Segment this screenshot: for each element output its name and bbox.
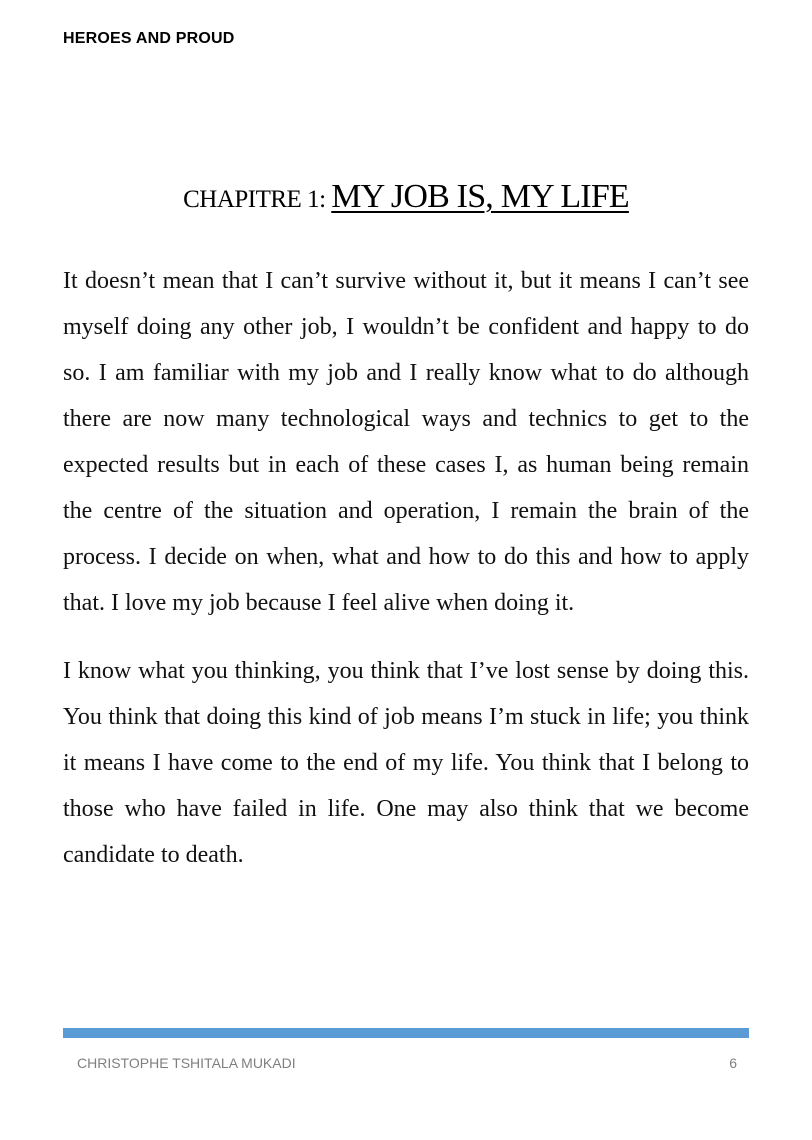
chapter-prefix: CHAPITRE 1:: [183, 186, 332, 213]
running-header: HEROES AND PROUD: [63, 30, 235, 47]
paragraph: It doesn’t mean that I can’t survive without it, but it means I can’t see myself doing any other job, I wouldn’t be confident and happy to do so. I am familiar with my job and I really know what to do although there are now many technological ways and technics to get to the expected results but in each of these cases I, as human being remain the centre of the situation and operation, I remain the brain of the process. I decide on when, what and how to do this and how to apply that. I love my job because I feel alive when doing it.: [63, 268, 749, 616]
footer-author: CHRISTOPHE TSHITALA MUKADI: [77, 1055, 296, 1071]
body-text: [63, 258, 749, 878]
chapter-title: MY JOB IS, MY LIFE: [331, 178, 629, 215]
chapter-heading: [63, 178, 749, 216]
footer-rule: [63, 1028, 749, 1038]
paragraph: I know what you thinking, you think that I’ve lost sense by doing this. You think that doing this kind of job means I’m stuck in life; you think it means I have come to the end of my life. You think that I belong to those who have failed in life. One may also think that we become candidate to death.: [63, 658, 749, 868]
page-number: 6: [729, 1055, 737, 1071]
